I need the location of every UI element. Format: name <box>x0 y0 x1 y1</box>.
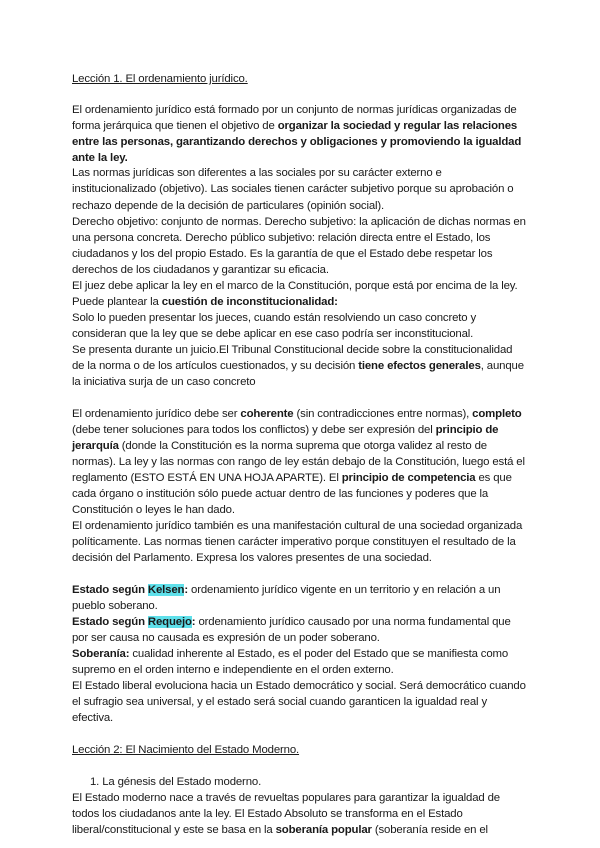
text-line <box>72 614 511 630</box>
bold-text: completo <box>472 408 522 420</box>
text-line <box>72 534 516 550</box>
text-segment: Lección 2: El Nacimiento del Estado Moderno. <box>72 744 300 756</box>
text-line <box>72 118 517 134</box>
text-line <box>72 646 508 662</box>
text-segment: El Estado moderno nace a través de revueltas populares para garantizar la igualdad de <box>72 792 500 804</box>
text-line <box>72 294 338 310</box>
text-line <box>72 454 525 470</box>
text-segment: 1. La génesis del Estado moderno. <box>90 776 262 788</box>
text-segment: institucionalizado (objetivo). Las sociales tienen carácter subjetivo porque su aprobación o <box>72 183 514 195</box>
text-segment: El ordenamiento jurídico debe ser <box>72 408 241 420</box>
text-segment: Derecho objetivo: conjunto de normas. Derecho subjetivo: la aplicación de dichas normas en <box>72 216 526 228</box>
bold-text: Soberanía: <box>72 648 130 660</box>
text-segment: cada órgano o institución sólo puede actuar dentro de las funciones y poderes que la <box>72 488 489 500</box>
text-segment: cualidad inherente al Estado, es el poder del Estado que se manifiesta como <box>129 648 509 660</box>
text-line <box>72 150 128 166</box>
text-segment: rechazo depende de la decisión de particulares (opinión social). <box>72 200 385 212</box>
bold-text: jerarquía <box>72 440 119 452</box>
bold-text: soberanía popular <box>275 824 372 836</box>
text-segment: , aunque <box>480 360 524 372</box>
text-segment: (soberanía reside en el <box>371 824 488 836</box>
text-segment: normas). La ley y las normas con rango de ley están debajo de la Constitución, luego está el <box>72 456 525 468</box>
text-segment: de la norma o de los artículos cuestionados, y su decisión <box>72 360 359 372</box>
bold-text: : <box>184 584 189 596</box>
text-line <box>72 678 526 694</box>
text-segment: El juez debe aplicar la ley en el marco de la Constitución, porque está por encima de la ley. <box>72 280 518 292</box>
bold-text: Estado según <box>72 616 148 628</box>
text-line <box>72 502 235 518</box>
bold-text: principio de <box>435 424 499 436</box>
highlighted-term: Kelsen <box>147 584 185 596</box>
list-item-1 <box>90 774 261 790</box>
text-line <box>72 470 512 486</box>
text-line <box>72 342 512 358</box>
bold-text: coherente <box>240 408 294 420</box>
text-segment: consideran que la ley que se debe aplicar en ese caso podría ser inconstitucional. <box>72 328 474 340</box>
text-line <box>72 134 521 150</box>
text-line <box>72 710 113 726</box>
text-segment: El ordenamiento jurídico está formado por un conjunto de normas jurídicas organizadas de <box>72 104 517 116</box>
text-line <box>72 310 476 326</box>
text-line <box>72 374 255 390</box>
text-line <box>72 694 487 710</box>
text-line <box>72 198 384 214</box>
text-line <box>72 582 500 598</box>
text-segment: Puede plantear la <box>72 296 162 308</box>
text-line <box>72 262 329 278</box>
lesson-1-heading <box>72 71 248 87</box>
text-segment: políticamente. Las normas tienen carácter imperativo porque constituyen el resultado de la <box>72 536 516 548</box>
text-line <box>72 598 158 614</box>
text-segment: El Estado liberal evoluciona hacia un Estado democrático y social. Será democrático cuando <box>72 680 526 692</box>
text-line <box>72 102 517 118</box>
text-line <box>72 662 394 678</box>
text-segment: es que <box>475 472 512 484</box>
bold-text: entre las personas, garantizando derechos y obligaciones y promoviendo la igualdad <box>72 136 522 148</box>
text-segment: (debe tener soluciones para todos los conflictos) y debe ser expresión del <box>72 424 436 436</box>
text-segment: todos los ciudadanos ante la ley. El Estado Absoluto se transforma en el Estado <box>72 808 463 820</box>
text-segment: (donde la Constitución es la norma suprema que otorga validez al resto de <box>118 440 487 452</box>
text-line <box>72 246 492 262</box>
text-line <box>72 518 522 534</box>
lesson-2-heading <box>72 742 299 758</box>
text-line <box>72 230 490 246</box>
bold-text: tiene efectos generales <box>358 360 481 372</box>
text-line <box>72 438 487 454</box>
text-segment: Solo lo pueden presentar los jueces, cuando están resolviendo un caso concreto y <box>72 312 477 324</box>
text-line <box>72 486 488 502</box>
text-line <box>72 358 524 374</box>
bold-text: cuestión de inconstitucionalidad: <box>161 296 338 308</box>
text-line <box>72 326 473 342</box>
bold-text: organizar la sociedad y regular las relaciones <box>277 120 518 132</box>
text-line <box>72 181 513 197</box>
text-segment: la iniciativa surja de un caso concreto <box>72 376 256 388</box>
text-line <box>72 822 488 838</box>
text-segment: ordenamiento jurídico vigente en un territorio y en relación a un <box>188 584 501 596</box>
bold-text: principio de competencia <box>341 472 476 484</box>
text-segment: supremo en el orden interno e independiente en el orden externo. <box>72 664 394 676</box>
text-segment: El ordenamiento jurídico también es una manifestación cultural de una sociedad organizada <box>72 520 523 532</box>
text-line <box>72 630 380 646</box>
bold-text: ante la ley. <box>72 152 128 164</box>
text-segment: una persona concreta. Derecho público subjetivo: relación directa entre el Estado, los <box>72 232 491 244</box>
text-segment: Las normas jurídicas son diferentes a las sociales por su carácter externo e <box>72 167 442 179</box>
text-segment: reglamento (ESTO ESTÁ EN UNA HOJA APARTE). El <box>72 472 342 484</box>
highlighted-term: Requejo <box>147 616 192 628</box>
text-segment: Lección 1. El ordenamiento jurídico. <box>72 73 248 85</box>
text-line <box>72 406 522 422</box>
text-segment: Se presenta durante un juicio.El Tribunal Constitucional decide sobre la constitucionalidad <box>72 344 513 356</box>
text-line <box>72 278 518 294</box>
text-segment: por ser causa no causada es expresión de un poder soberano. <box>72 632 380 644</box>
text-line <box>72 165 442 181</box>
text-segment: Constitución o leyes le han dado. <box>72 504 235 516</box>
text-segment: ciudadanos y los del propio Estado. Es la garantía de que el Estado debe respetar los <box>72 248 493 260</box>
bold-text: Estado según <box>72 584 148 596</box>
text-segment: forma jerárquica que tienen el objetivo de <box>72 120 278 132</box>
text-segment: decisión del Parlamento. Expresa los valores presentes de una sociedad. <box>72 552 432 564</box>
text-segment: derechos de los ciudadanos y garantizar su eficacia. <box>72 264 329 276</box>
text-segment: liberal/constitucional y este se basa en la <box>72 824 276 836</box>
bold-text: : <box>191 616 196 628</box>
text-line <box>72 806 463 822</box>
text-segment: pueblo soberano. <box>72 600 158 612</box>
text-segment: el sufragio sea universal, y el estado será social cuando garanticen la igualdad real y <box>72 696 487 708</box>
text-line <box>72 214 526 230</box>
text-line <box>72 422 498 438</box>
text-line <box>72 550 432 566</box>
text-segment: ordenamiento jurídico causado por una norma fundamental que <box>195 616 511 628</box>
text-line <box>72 790 500 806</box>
text-segment: (sin contradicciones entre normas), <box>293 408 473 420</box>
text-segment: efectiva. <box>72 712 114 724</box>
